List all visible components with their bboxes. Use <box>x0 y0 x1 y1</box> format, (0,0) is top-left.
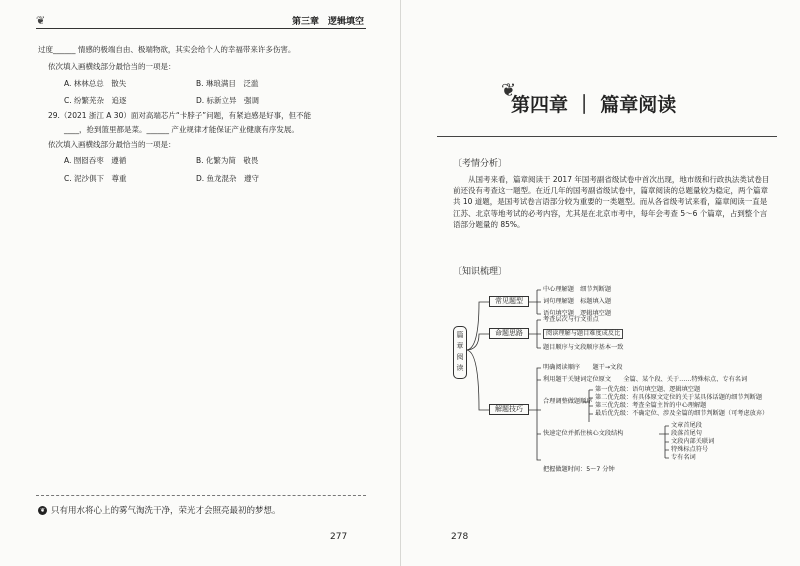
question-prompt: 依次填入画横线部分最恰当的一项是： <box>48 140 176 149</box>
branch-item: 文章首尾段 <box>671 422 702 429</box>
motto <box>38 504 281 516</box>
question-prompt: 依次填入画横线部分最恰当的一项是： <box>48 62 176 71</box>
chapter-title: 第四章 ｜ 篇章阅读 <box>511 94 677 116</box>
leaf-icon: ❦ <box>36 14 46 27</box>
option-c: C. 泥沙俱下 尊重 <box>64 174 127 183</box>
sub-branch-label: 快速定位并抓住核心文段结构 <box>543 430 624 437</box>
chapter-rule <box>437 136 777 137</box>
branch-item: 第二优先级：有具体原文定位的关于某具体话题的细节判断题 <box>595 394 763 401</box>
branch-item: 明确阅读顺序 题干→文段 <box>543 364 623 371</box>
branch-item: 文段内部关联词 <box>671 438 715 445</box>
section-title-analysis: 〔考情分析〕 <box>453 159 508 169</box>
text-line: 过度______ 情感的极端自由、极端物欲，其实会给个人的幸福带来许多伤害。 <box>38 45 296 54</box>
option-d: D. 鱼龙混杂 遵守 <box>196 174 260 183</box>
header-title: 第三章 逻辑填空 <box>291 17 364 27</box>
branch-item: 第一优先级：语句填空题、逻辑填空题 <box>595 386 701 393</box>
option-c: C. 纷繁芜杂 追逐 <box>64 96 127 105</box>
mind-map <box>449 282 779 482</box>
branch-item: 利用题干关键词定位原文 全篇、某个段、关于……特殊标点、专有名词 <box>543 376 748 383</box>
branch-item: 阅读理解与题目难度成反比 <box>543 329 623 339</box>
branch-item: 把握做题时间：5～7 分钟 <box>543 466 615 473</box>
analysis-paragraph: 从国考来看，篇章阅读于 2017 年国考副省级试卷中首次出现，地市级和行政执法类试卷目前还没有考查这一题型。在近几年的国考副省级试卷中，篇章阅读的总题量较为稳定，两个篇章共 10 道题，是国考试卷言语部分较为重要的一类题型。而从各省级考试来看，篇章阅读一直是江苏、北京等地考试的必考内容，尤其是在北京市考中，每年会考查 5～6 个篇章，占到整个言语部分题量的 85%。 <box>453 175 770 229</box>
right-page <box>400 0 800 566</box>
option-a: A. 林林总总 散失 <box>64 79 127 88</box>
page-number: 278 <box>451 532 469 542</box>
option-b: B. 化繁为简 敬畏 <box>196 156 259 165</box>
option-b: B. 琳琅满目 泛滥 <box>196 79 259 88</box>
option-d: D. 标新立异 强调 <box>196 96 260 105</box>
branch-node: 常见题型 <box>489 296 529 307</box>
branch-item: 最后优先级：不确定位、涉及全篇的细节判断题（可考虑放弃） <box>595 410 769 417</box>
page-number: 277 <box>330 532 348 542</box>
section-title-knowledge: 〔知识梳理〕 <box>453 267 508 277</box>
branch-item: 段落首尾句 <box>671 430 702 437</box>
branch-item: 特殊标点符号 <box>671 446 709 453</box>
branch-item: 语句填空题 逻辑填空题 <box>543 310 612 317</box>
footer-divider <box>36 495 366 496</box>
sub-branch-label: 合理调整做题顺序 <box>543 398 593 405</box>
option-a: A. 囫囵吞枣 遵循 <box>64 156 127 165</box>
bullet-icon: ❦ <box>39 507 46 514</box>
branch-item: 中心理解题 细节判断题 <box>543 286 612 293</box>
branch-node: 命题思路 <box>489 328 529 339</box>
header-rule <box>36 28 366 29</box>
branch-item: 考查层次与行文重点 <box>543 316 599 323</box>
branch-item: 题目顺序与文段顺序基本一致 <box>543 344 624 351</box>
branch-node: 解题技巧 <box>489 404 529 415</box>
branch-item: 专有名词 <box>671 454 696 461</box>
branch-item: 词句理解题 标题填入题 <box>543 298 612 305</box>
page-header <box>36 14 366 30</box>
root-node: 篇章阅读 <box>453 326 467 379</box>
question-29-line1: 29.（2021 浙江 A 30）面对高端芯片“卡脖子”问题，有紧迫感是好事，但不能 <box>48 111 312 120</box>
sprout-icon: ❦ <box>501 80 517 101</box>
question-29-line2: ____，抢到篮里都是菜。______ 产业规律才能保证产业健康有序发展。 <box>64 125 299 134</box>
branch-item: 第三优先级：考查全篇主旨的中心理解题 <box>595 402 707 409</box>
motto-text: 只有用水将心上的雾气淘洗干净，荣光才会照亮最初的梦想。 <box>51 506 281 516</box>
